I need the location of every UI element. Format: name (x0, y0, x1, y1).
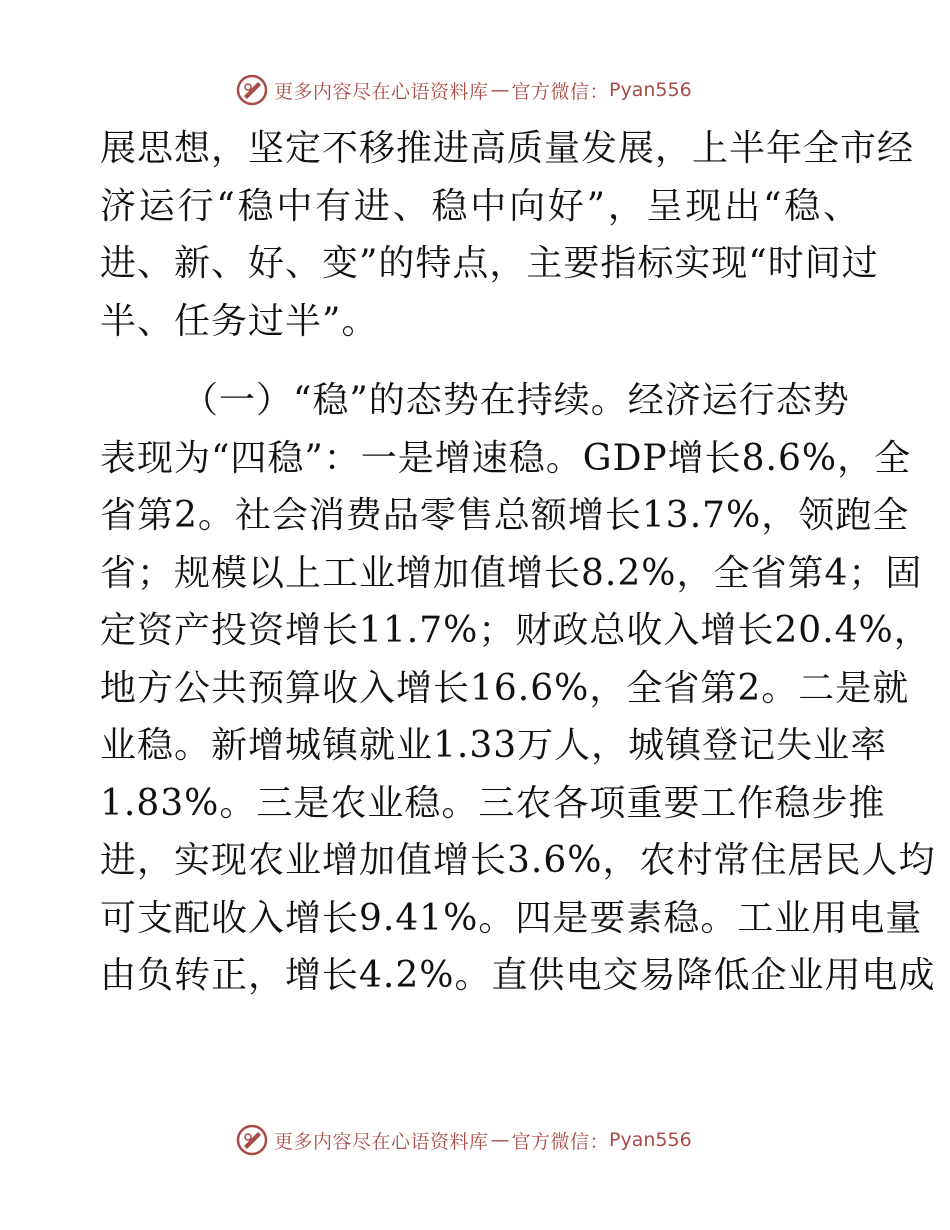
text-line: 表现为“四稳”：一是增速稳。GDP增长8.6%，全 (100, 437, 912, 479)
watermark-text: 更多内容尽在心语资料库 (274, 1130, 489, 1153)
watermark-text: 更多内容尽在心语资料库 (274, 80, 489, 103)
text-line: 进、新、好、变”的特点，主要指标实现“时间过 (100, 243, 879, 284)
text-line: 省；规模以上工业增加值增长8.2%，全省第4；固 (100, 552, 923, 594)
watermark-wechat-id: Pyan556 (609, 79, 692, 101)
paragraph-1 (100, 120, 915, 350)
text-line: 省第2。社会消费品零售总额增长13.7%，领跑全 (100, 495, 910, 536)
footer-watermark (236, 1123, 692, 1157)
watermark-wechat-label: 官方微信： (511, 1130, 610, 1153)
text-line: 定资产投资增长11.7%；财政总收入增长20.4%， (100, 610, 931, 651)
watermark-separator: — (490, 79, 510, 101)
watermark-wechat-id: Pyan556 (609, 1129, 692, 1151)
text-line: 展思想，坚定不移推进高质量发展，上半年全市经 (100, 128, 915, 169)
text-line: 半、任务过半”。 (100, 300, 379, 342)
header-watermark (236, 73, 692, 107)
watermark-wechat-label: 官方微信： (511, 80, 610, 103)
text-line: 进，实现农业增加值增长3.6%，农村常住居民人均 (100, 840, 936, 881)
text-line: 由负转正，增长4.2%。直供电交易降低企业用电成 (100, 955, 936, 996)
text-line: 1.83%。三是农业稳。三农各项重要工作稳步推 (100, 782, 886, 824)
watermark-separator: — (490, 1129, 510, 1151)
text-line: （一）“稳”的态势在持续。经济运行态势 (182, 380, 850, 421)
logo-icon (236, 74, 268, 106)
text-line: 济运行“稳中有进、稳中向好”，呈现出“稳、 (100, 185, 860, 227)
paragraph-gap (100, 350, 860, 372)
text-line: 可支配收入增长9.41%。四是要素稳。工业用电量 (100, 897, 923, 939)
text-line: 业稳。新增城镇就业1.33万人，城镇登记失业率 (100, 725, 888, 766)
paragraph-2 (100, 372, 936, 1005)
text-line: 地方公共预算收入增长16.6%，全省第2。二是就 (100, 667, 910, 709)
logo-icon (236, 1124, 268, 1156)
document-body (100, 120, 936, 1005)
